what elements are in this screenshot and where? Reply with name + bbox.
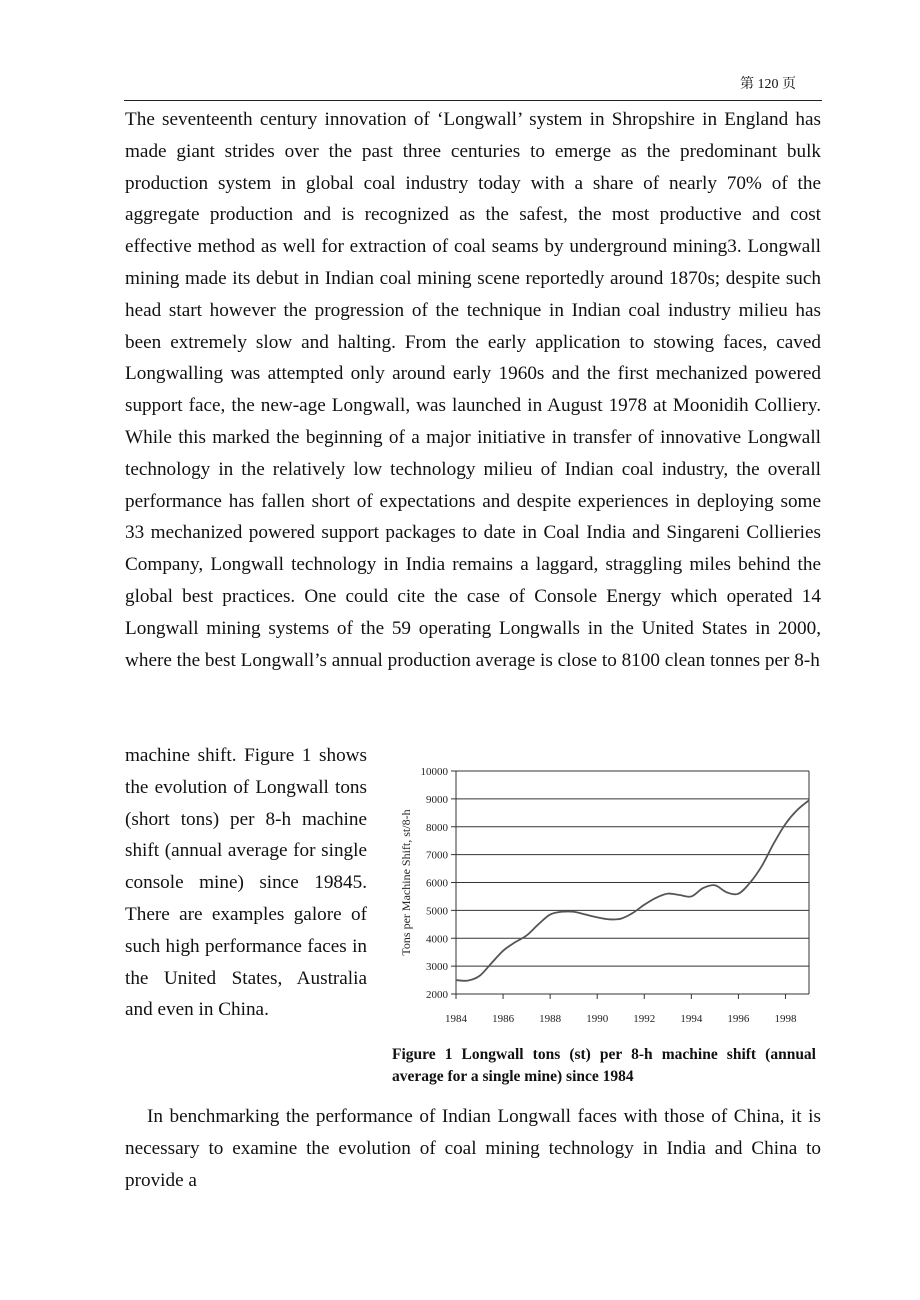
y-tick-label-5: 7000 xyxy=(426,849,448,862)
figure-caption: Figure 1 Longwall tons (st) per 8-h machine shift (annual average for a single mine) since 1984 xyxy=(392,1046,816,1085)
x-tick-label-1: 1986 xyxy=(492,1013,515,1025)
series-line-0 xyxy=(456,800,809,981)
x-tick-label-5: 1994 xyxy=(680,1013,703,1025)
x-tick-label-2: 1988 xyxy=(539,1013,562,1025)
longwall-chart xyxy=(388,757,820,1037)
y-tick-label-6: 8000 xyxy=(426,821,448,834)
y-tick-label-8: 10000 xyxy=(420,766,448,778)
y-tick-label-2: 4000 xyxy=(426,933,448,946)
x-tick-label-3: 1990 xyxy=(586,1013,609,1025)
x-tick-label-0: 1984 xyxy=(445,1013,467,1025)
y-tick-label-4: 6000 xyxy=(426,877,448,890)
y-tick-label-0: 2000 xyxy=(426,989,448,1001)
y-axis-title: Tons per Machine Shift, st/8-h xyxy=(399,809,413,956)
x-tick-label-4: 1992 xyxy=(633,1013,656,1025)
page-number: 第 120 页 xyxy=(740,77,796,92)
page-header xyxy=(124,74,822,101)
x-tick-label-7: 1998 xyxy=(774,1013,797,1025)
y-tick-label-7: 9000 xyxy=(426,793,448,806)
body-paragraph-2: In benchmarking the performance of Indian Longwall faces with those of China, it is necessary to examine the evolution of coal mining technology in India and China to provide a xyxy=(125,1106,821,1191)
body-paragraph-1: The seventeenth century innovation of ‘Longwall’ system in Shropshire in England has made giant strides over the past three centuries to emerge as the predominant bulk production system in global coal industry today with a share of nearly 70% of the aggregate production and is recognized as the safest, the most productive and cost effective method as well for extraction of coal seams by underground mining3. Longwall mining made its debut in Indian coal mining scene reportedly around 1870s; despite such head start however the progression of the technique in Indian coal industry milieu has been extremely slow and halting. From the early application to stowing faces, caved Longwalling was attempted only around early 1960s and the first mechanized powered support face, the new-age Longwall, was launched in August 1978 at Moonidih Colliery. While this marked the beginning of a major initiative in transfer of innovative Longwall technology in the relatively low technology milieu of Indian coal industry, the overall performance has fallen short of expectations and despite experiences in deploying some 33 mechanized powered support packages to date in Coal India and Singareni Collieries Company, Longwall technology in India remains a laggard, straggling miles behind the global best practices. One could cite the case of Console Energy which operated 14 Longwall mining systems of the 59 operating Longwalls in the United States in 2000, where the best Longwall’s annual production average is close to 8100 clean tonnes per 8-h xyxy=(125,109,821,671)
y-tick-label-3: 5000 xyxy=(426,905,448,918)
x-tick-label-6: 1996 xyxy=(727,1013,750,1025)
body-paragraph-1-wrap: machine shift. Figure 1 shows the evolution of Longwall tons (short tons) per 8-h machine shift (annual average for single console mine) since 19845. There are examples galore of such high performance faces in the United States, Australia and even in China. xyxy=(125,745,367,1021)
y-tick-label-1: 3000 xyxy=(426,961,448,974)
figure-1 xyxy=(388,757,820,1097)
